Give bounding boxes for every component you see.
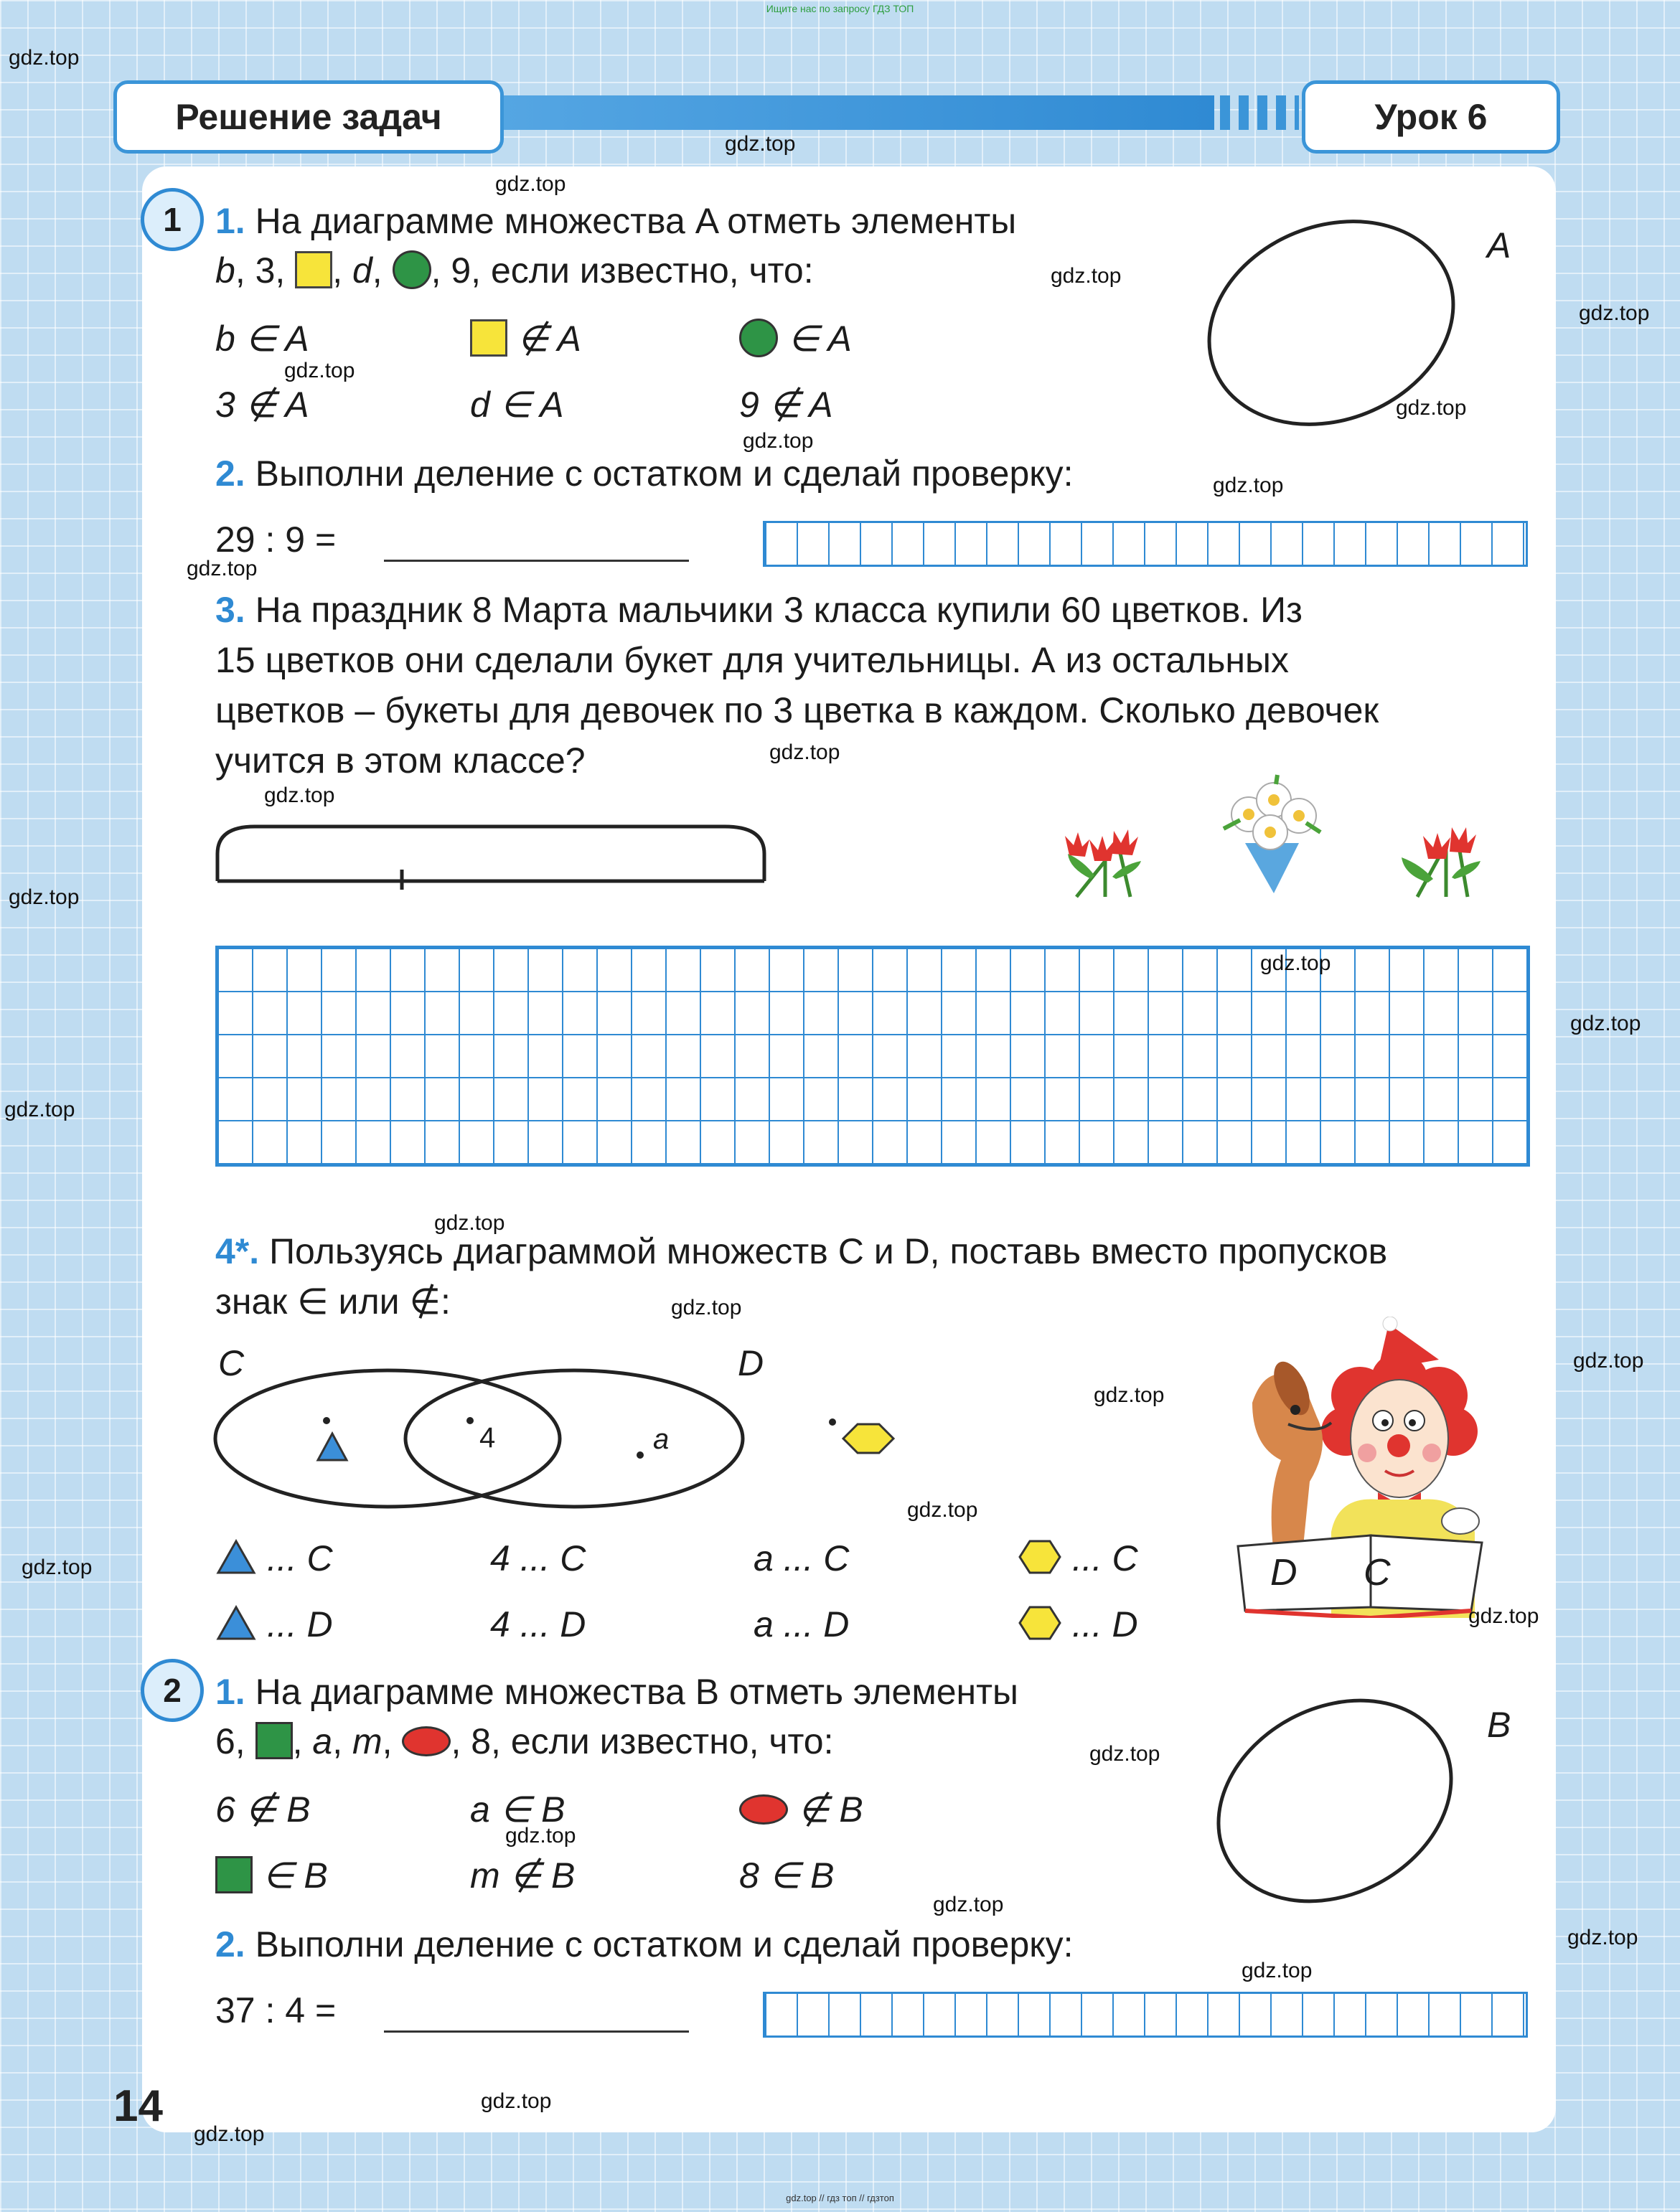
green-circle-icon	[393, 250, 431, 289]
division-expression: 29 : 9 =	[215, 519, 337, 560]
variant-2-badge: 2	[141, 1659, 204, 1722]
watermark: gdz.top	[769, 740, 840, 764]
condition-5: d ∈ A	[470, 385, 564, 425]
condition-1: b ∈ A	[215, 319, 309, 359]
watermark: gdz.top	[4, 1098, 75, 1121]
book-label-d: D	[1270, 1552, 1297, 1594]
task-number: 1.	[215, 1672, 245, 1712]
set-d-label: D	[738, 1343, 764, 1383]
task-1-3-line1	[215, 587, 1303, 633]
task-1-3-line4: учится в этом классе?	[215, 740, 586, 781]
watermark: gdz.top	[9, 46, 80, 70]
flowers-icon	[1055, 811, 1155, 904]
watermark: gdz.top	[9, 885, 80, 909]
book-label-c: C	[1364, 1552, 1391, 1594]
watermark: gdz.top	[1579, 301, 1650, 325]
task-number: 4*.	[215, 1231, 260, 1271]
condition-text: ∈ A	[787, 319, 852, 359]
page-number: 14	[113, 2081, 163, 2131]
task-1-2	[215, 451, 1074, 496]
membership-row1-3[interactable]: a ... C	[754, 1538, 850, 1578]
membership-row2-2[interactable]: 4 ... D	[490, 1604, 586, 1644]
answer-line[interactable]	[384, 560, 689, 562]
red-oval-icon	[739, 1794, 788, 1825]
task-number: 2.	[215, 453, 245, 494]
green-square-icon	[215, 1856, 253, 1893]
lesson-title: Урок 6	[1302, 80, 1560, 154]
watermark: gdz.top	[481, 2089, 552, 2113]
watermark: gdz.top	[1570, 1012, 1641, 1035]
condition-4	[215, 1853, 328, 1898]
sep: ,	[292, 1721, 313, 1761]
element-a: a	[653, 1423, 670, 1455]
set-a-label: A	[1487, 225, 1511, 265]
division-expression: 37 : 4 =	[215, 1990, 337, 2030]
yellow-square-icon	[295, 251, 332, 288]
task-1-3-line3: цветков – букеты для девочек по 3 цветка в каждом. Сколько девочек	[215, 690, 1379, 730]
watermark: gdz.top	[1051, 264, 1122, 288]
triangle-icon	[318, 1434, 347, 1460]
sets-c-d-diagram	[212, 1342, 929, 1514]
solution-grid[interactable]	[215, 946, 1530, 1167]
watermark: gdz.top	[743, 429, 814, 453]
watermark: gdz.top	[194, 2122, 265, 2146]
section-title: Решение задач	[113, 80, 504, 154]
green-circle-icon	[739, 319, 778, 357]
task-1-1-line2	[215, 248, 814, 293]
bouquet-icon	[1206, 764, 1338, 897]
hexagon-icon	[1018, 1605, 1062, 1641]
condition-text: ∉ B	[797, 1789, 863, 1830]
el-d: d	[352, 250, 372, 291]
watermark: gdz.top	[434, 1211, 505, 1235]
watermark: gdz.top	[495, 172, 566, 196]
green-square-icon	[255, 1722, 293, 1759]
membership-row1-1[interactable]	[215, 1535, 333, 1581]
set-b-diagram[interactable]	[1198, 1686, 1486, 1916]
condition-1: 6 ∉ B	[215, 1789, 311, 1830]
sep: 6,	[215, 1721, 255, 1761]
watermark: gdz.top	[671, 1296, 742, 1319]
el-b: b	[215, 250, 235, 291]
task-text: Выполни деление с остатком и сделай проверку:	[255, 1924, 1074, 1964]
watermark: gdz.top	[1089, 1742, 1160, 1766]
watermark: gdz.top	[505, 1824, 576, 1848]
header-stripes	[1220, 95, 1299, 130]
sep: ,	[332, 1721, 352, 1761]
segment-diagram[interactable]	[212, 818, 771, 890]
watermark: gdz.top	[22, 1556, 93, 1579]
watermark: gdz.top	[1094, 1383, 1165, 1407]
watermark: gdz.top	[1396, 396, 1467, 420]
condition-3	[739, 316, 852, 362]
condition-2	[470, 316, 581, 362]
task-number: 3.	[215, 590, 245, 630]
task-number: 2.	[215, 1924, 245, 1964]
blank-text: ... C	[266, 1538, 333, 1578]
condition-6: 8 ∈ B	[739, 1855, 835, 1896]
set-b-label: B	[1487, 1705, 1511, 1745]
condition-text: ∈ B	[262, 1855, 328, 1896]
triangle-icon	[215, 1605, 257, 1641]
condition-5: m ∉ B	[470, 1855, 576, 1896]
watermark: gdz.top	[933, 1893, 1004, 1916]
condition-3	[739, 1787, 863, 1832]
task-2-1-line1	[215, 1669, 1018, 1715]
watermark: gdz.top	[1567, 1926, 1638, 1949]
task-1-4-line2: знак ∈ или ∉:	[215, 1281, 451, 1322]
task-text: , 9, если известно, что:	[431, 250, 814, 291]
task-2-1-line2	[215, 1718, 834, 1764]
watermark: gdz.top	[187, 557, 258, 580]
el-a: a	[312, 1721, 333, 1761]
task-text: На диаграмме множества A отметь элементы	[255, 201, 1017, 241]
element-4: 4	[479, 1422, 496, 1454]
check-cells[interactable]	[763, 1992, 1528, 2038]
sep: ,	[332, 250, 352, 291]
task-2-2	[215, 1921, 1074, 1967]
watermark: gdz.top	[1468, 1604, 1539, 1628]
header-bar	[497, 95, 1214, 130]
watermark: gdz.top	[1242, 1959, 1313, 1982]
membership-row2-4[interactable]	[1018, 1601, 1138, 1647]
task-text: Пользуясь диаграммой множеств C и D, поставь вместо пропусков	[269, 1231, 1388, 1271]
watermark: gdz.top	[284, 359, 355, 382]
task-text: На праздник 8 Марта мальчики 3 класса купили 60 цветков. Из	[255, 590, 1303, 630]
condition-6: 9 ∉ A	[739, 385, 833, 425]
bottom-note: gdz.top // гдз топ // гдзтоп	[786, 2193, 894, 2203]
triangle-icon	[215, 1539, 257, 1575]
blank-text: ... D	[266, 1604, 333, 1644]
watermark: gdz.top	[1573, 1349, 1644, 1373]
watermark: gdz.top	[725, 132, 796, 156]
membership-row1-4[interactable]	[1018, 1535, 1138, 1581]
hexagon-icon	[1018, 1539, 1062, 1575]
sep: ,	[382, 1721, 403, 1761]
task-1-3-line2: 15 цветков они сделали букет для учительницы. А из остальных	[215, 640, 1289, 680]
task-number: 1.	[215, 201, 245, 241]
task-text: , 8, если известно, что:	[451, 1721, 834, 1761]
membership-row1-2[interactable]: 4 ... C	[490, 1538, 586, 1578]
red-oval-icon	[402, 1726, 451, 1756]
task-1-4-line1	[215, 1228, 1387, 1274]
watermark: gdz.top	[1260, 951, 1331, 975]
sep: , 3,	[235, 250, 296, 291]
watermark: gdz.top	[907, 1498, 978, 1522]
membership-row2-3[interactable]: a ... D	[754, 1604, 850, 1644]
el-m: m	[352, 1721, 383, 1761]
yellow-square-icon	[470, 319, 507, 357]
blank-text: ... C	[1071, 1538, 1138, 1578]
sep: ,	[372, 250, 393, 291]
check-cells[interactable]	[763, 521, 1528, 567]
blank-text: ... D	[1071, 1604, 1138, 1644]
condition-text: ∉ A	[517, 319, 581, 359]
task-text: На диаграмме множества B отметь элементы	[255, 1672, 1018, 1712]
task-text: Выполни деление с остатком и сделай проверку:	[255, 453, 1074, 494]
watermark: gdz.top	[264, 783, 335, 807]
membership-row2-1[interactable]	[215, 1601, 333, 1647]
condition-4: 3 ∉ A	[215, 385, 309, 425]
answer-line[interactable]	[384, 2030, 689, 2033]
hexagon-icon	[843, 1424, 893, 1453]
condition-2: a ∈ B	[470, 1789, 566, 1830]
top-note: Ищите нас по запросу ГДЗ ТОП	[766, 3, 914, 14]
set-c-label: C	[218, 1343, 245, 1383]
task-1-1-line1	[215, 198, 1016, 244]
variant-1-badge: 1	[141, 188, 204, 251]
flowers-icon	[1389, 807, 1489, 904]
watermark: gdz.top	[1213, 474, 1284, 497]
